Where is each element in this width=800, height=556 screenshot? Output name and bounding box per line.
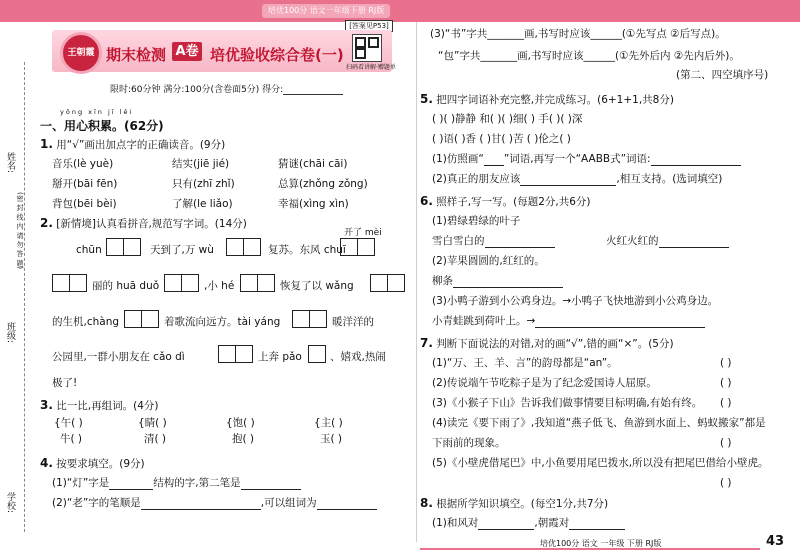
q7-answer-paren: ( ) [720, 357, 732, 369]
q6-text: 火红火红的 [606, 235, 659, 247]
q6-prompt: 6. 照样子,写一写。(每题2分,共6分) [420, 194, 591, 208]
q7-item: (1)“万、王、羊、言”的韵母都是“an”。 [432, 357, 618, 369]
q3-word: 饱( ) [232, 417, 255, 429]
q7-answer-paren: ( ) [720, 397, 732, 409]
q4-cont-line: “包”字共_______画,书写时应该______(①先外后内 ②先内后外)。 [438, 50, 740, 62]
q4-cont-note: (第二、四空填序号) [676, 69, 769, 81]
q4-text: (1)“灯”字是 [52, 477, 110, 489]
q6-text: 雪白雪白的 [432, 235, 485, 247]
q1-prompt-text: 用“√”画出加点字的正确读音。(9分) [56, 139, 226, 151]
writing-boxes [124, 310, 158, 328]
q6-item [606, 234, 729, 248]
q1-item: 结实(jiē jié) [172, 158, 230, 170]
q6-example-2: (2)苹果圆圆的,红红的。 [432, 255, 545, 267]
seal-dashed-line [24, 62, 25, 532]
q6-item [432, 234, 555, 248]
q2-text: 开了 mèi [344, 228, 382, 238]
q1-item: 掰开(bāi fēn) [52, 178, 118, 190]
q4-line-2 [52, 496, 377, 510]
q7-answer-paren: ( ) [720, 477, 732, 489]
class-label: 班级: [5, 322, 15, 344]
q6-item [432, 314, 705, 328]
exam-meta-text: 限时:60分钟 满分:100分(含卷面5分) 得分: [110, 85, 284, 95]
q1-item: 猜谜(chāi cāi) [278, 158, 348, 170]
writing-boxes [308, 345, 325, 363]
qr-caption: 扫码看讲解·赠题单 [346, 64, 396, 71]
q3-prompt: 3. 比一比,再组词。(4分) [40, 398, 159, 412]
q2-text: 的生机,chàng [52, 316, 120, 328]
q7-item: (4)读完《要下雨了》,我知道“燕子低飞、鱼游到水面上、蚂蚁搬家”都是 [432, 417, 766, 429]
q3-prompt-text: 比一比,再组词。(4分) [56, 400, 159, 412]
brand-logo: 王朝霞 [60, 32, 102, 74]
q7-item: (2)传说端午节吃粽子是为了纪念爱国诗人屈原。 [432, 377, 657, 389]
q7-answer-paren: ( ) [720, 377, 732, 389]
q3-word: 清( ) [144, 433, 167, 445]
footer-text: 培优100分 语文 一年级 下册 RJ版 [540, 539, 662, 548]
q2-text: 恢复了以 wǎng [280, 280, 354, 292]
q3-word: 牛( ) [60, 433, 83, 445]
q3-word: 午( ) [60, 417, 83, 429]
q3-word: 玉( ) [320, 433, 343, 445]
exam-title: 期末检测 [106, 46, 167, 64]
q3-word: 抱( ) [232, 433, 255, 445]
q2-text: 丽的 huā duǒ [92, 280, 160, 292]
q5-text: ,相互支持。(选词填空) [616, 173, 723, 185]
q2-prompt-text: [新情境]认真看拼音,规范写字词。(14分) [56, 218, 247, 230]
q5-text: (1)仿照画“ [432, 153, 484, 165]
q7-item: (3)《小猴子下山》告诉我们做事情要目标明确,有始有终。 [432, 397, 703, 409]
q7-prompt-text: 判断下面说法的对错,对的画“√”,错的画“×”。(5分) [436, 338, 674, 350]
q3-pair: {睛( ) [138, 417, 167, 429]
q8-item [432, 516, 625, 530]
name-label: 姓名: [5, 152, 15, 174]
section-ruby: yōng xīn jī lěi [60, 108, 134, 116]
q8-prompt-text: 根据所学知识填空。(每空1分,共7分) [436, 498, 609, 510]
exam-subtitle: 培优验收综合卷(一) [210, 46, 344, 64]
q2-text: 暖洋洋的 [332, 316, 374, 328]
q2-text: 天到了,万 wù [150, 244, 214, 256]
q4-prompt: 4. 按要求填空。(9分) [40, 456, 145, 470]
q5-sub-1 [432, 152, 741, 166]
q4-prompt-text: 按要求填空。(9分) [56, 458, 145, 470]
answer-reference: [答案见P53] [345, 20, 393, 32]
column-divider [416, 22, 417, 542]
writing-boxes [52, 274, 86, 292]
q4-text: (2)“老”字的笔顺是 [52, 497, 141, 509]
q1-prompt: 1. 用“√”画出加点字的正确读音。(9分) [40, 137, 226, 151]
seal-line-notice: (密 封 线 内 请 勿 答 题) [16, 192, 24, 270]
q1-item: 了解(le liǎo) [172, 198, 233, 210]
q3-pair: {饱( ) [226, 417, 255, 429]
q5-prompt-text: 把四字词语补充完整,并完成练习。(6+1+1,共8分) [436, 94, 674, 106]
q6-item [432, 274, 563, 288]
q5-text: (2)真正的朋友应该 [432, 173, 521, 185]
q3-word: 主( ) [320, 417, 343, 429]
q2-text: ,小 hé [204, 280, 235, 292]
top-strip [0, 0, 800, 22]
writing-boxes [340, 238, 374, 256]
q7-answer-paren: ( ) [720, 437, 732, 449]
q5-row: ( )( )静静 和( )( )细( ) 手( )( )深 [432, 113, 583, 125]
q4-text: 结构的字,第二笔是 [153, 477, 241, 489]
exam-meta [110, 82, 343, 95]
q1-item: 总算(zhǒng zǒng) [278, 178, 368, 190]
q2-text: 复苏。东风 chuī [268, 244, 346, 256]
writing-boxes [218, 345, 252, 363]
q8-prompt: 8. 根据所学知识填空。(每空1分,共7分) [420, 496, 609, 510]
q5-text: ”词语,再写一个“AABB式”词语: [503, 153, 651, 165]
writing-boxes [164, 274, 198, 292]
q7-item: 下雨前的现象。 [432, 437, 506, 449]
q2-prompt: 2. [新情境]认真看拼音,规范写字词。(14分) [40, 216, 247, 230]
q6-example-1: (1)碧绿碧绿的叶子 [432, 215, 521, 227]
q1-item: 音乐(lè yuè) [52, 158, 114, 170]
binding-margin [0, 22, 30, 556]
q7-item: (5)《小壁虎借尾巴》中,小鱼要用尾巴拨水,所以没有把尾巴借给小壁虎。 [432, 457, 769, 469]
q4-cont-line: (3)“书”字共_______画,书写时应该______(①先写点 ②后写点)。 [430, 28, 726, 40]
q2-text: 上奔 pǎo [258, 351, 302, 363]
school-label: 学校: [5, 492, 15, 514]
q2-pinyin: chūn [76, 244, 102, 256]
q2-text: 公园里,一群小朋友在 cǎo dì [52, 351, 185, 363]
q6-example-3: (3)小鸭子游到小公鸡身边。→小鸭子飞快地游到小公鸡身边。 [432, 295, 719, 307]
q6-text: 小青蛙跳到荷叶上。→ [432, 315, 536, 327]
q3-pair: {主( ) [314, 417, 343, 429]
writing-boxes [370, 274, 404, 292]
q5-sub-2 [432, 172, 722, 186]
q5-row: ( )语( )香 ( )甘( )苦 ( )伦之( ) [432, 133, 571, 145]
q5-prompt: 5. 把四字词语补充完整,并完成练习。(6+1+1,共8分) [420, 92, 674, 106]
q2-text: 着歌流向远方。tài yáng [164, 316, 281, 328]
volume-badge: A卷 [172, 42, 202, 61]
section-1-title: 一、用心积累。(62分) [40, 119, 164, 133]
q1-item: 幸福(xìng xìn) [278, 198, 349, 210]
writing-boxes [106, 238, 140, 256]
q6-text: 柳条 [432, 275, 453, 287]
q3-word: 睛( ) [144, 417, 167, 429]
q4-text: ,可以组词为 [260, 497, 317, 509]
page-number: 43 [766, 534, 785, 549]
q1-item: 只有(zhī zhǐ) [172, 178, 235, 190]
q6-prompt-text: 照样子,写一写。(每题2分,共6分) [436, 196, 591, 208]
q2-text: 极了! [52, 377, 78, 389]
q8-text: (1)和风对 [432, 517, 479, 529]
q8-text: ,朝霞对 [534, 517, 570, 529]
q4-line-1 [52, 476, 301, 490]
q2-text: 、嬉戏,热闹 [330, 351, 386, 363]
book-tag: 培优100分 语文一年级下册 RJ版 [262, 4, 390, 18]
q7-prompt: 7. 判断下面说法的对错,对的画“√”,错的画“×”。(5分) [420, 336, 674, 350]
writing-boxes [226, 238, 260, 256]
writing-boxes [240, 274, 274, 292]
writing-boxes [292, 310, 326, 328]
q3-pair: {午( ) [54, 417, 83, 429]
q1-item: 背包(bēi bèi) [52, 198, 117, 210]
qr-code-icon [352, 34, 382, 62]
